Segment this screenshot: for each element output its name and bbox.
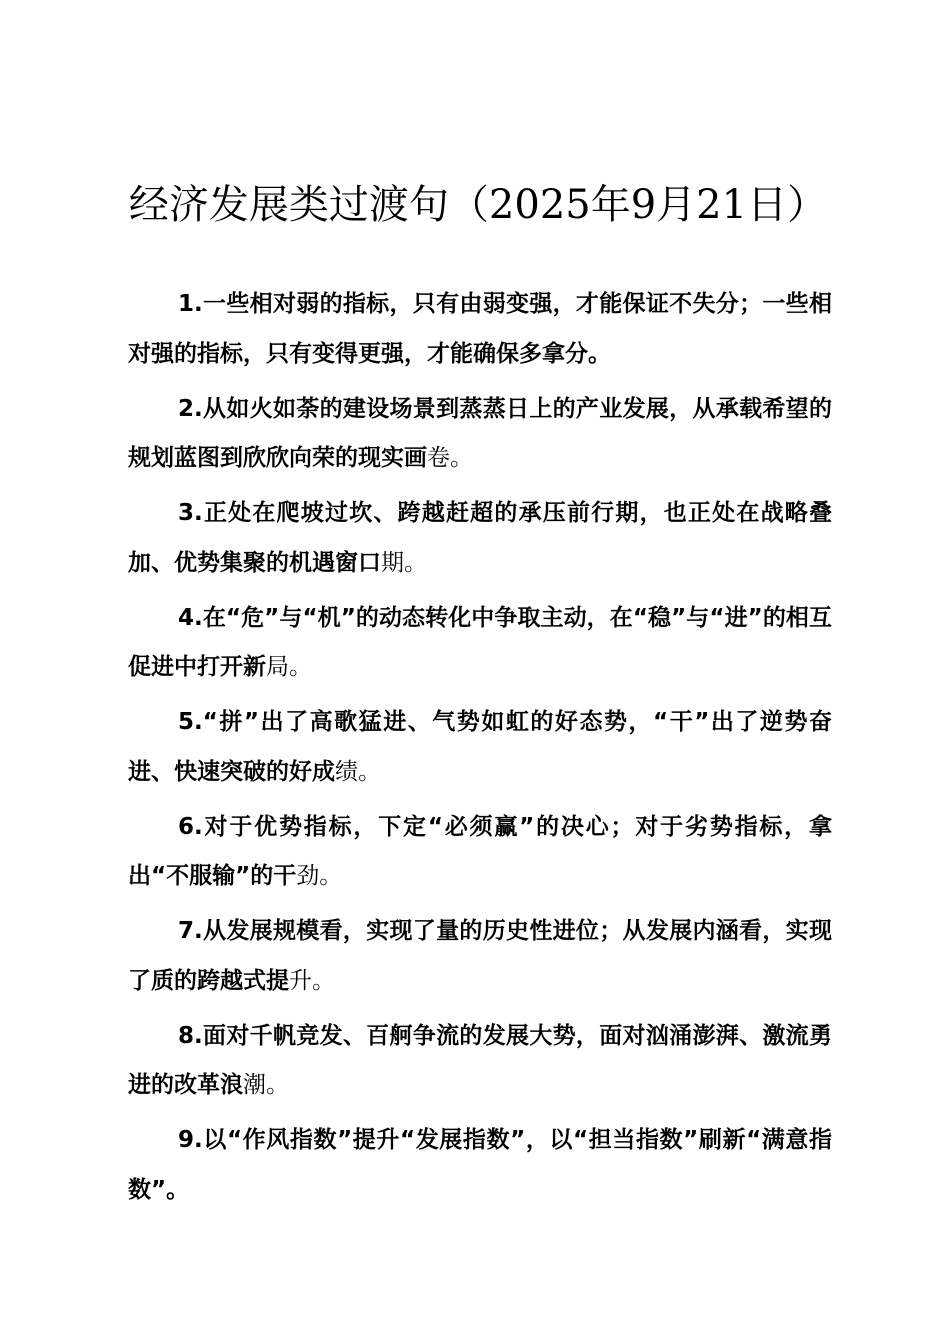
item-tail: 绩。 [335, 758, 381, 785]
list-item [128, 385, 832, 484]
list-item [128, 594, 832, 693]
item-text: 6.对于优势指标，下定“必须赢”的决心；对于劣势指标，拿出“不服输”的干 [128, 813, 832, 889]
item-text: 5.“拼”出了高歌猛进、气势如虹的好态势，“干”出了逆势奋进、快速突破的好成 [128, 709, 832, 785]
item-text: 1.一些相对弱的指标，只有由弱变强，才能保证不失分；一些相对强的指标，只有变得更强，才能确保多拿分。 [128, 291, 832, 367]
item-tail: 卷。 [427, 445, 473, 471]
list-item [128, 1012, 832, 1111]
item-text: 8.面对千帆竞发、百舸争流的发展大势，面对汹涌澎湃、激流勇进的改革浪 [128, 1022, 832, 1098]
item-tail: 期。 [381, 549, 427, 576]
item-tail: 潮。 [243, 1072, 289, 1098]
item-text: 2.从如火如荼的建设场景到蒸蒸日上的产业发展，从承载希望的规划蓝图到欣欣向荣的现实画 [128, 395, 832, 471]
item-tail: 升。 [289, 967, 335, 994]
sentence-list [128, 280, 832, 1221]
list-item [128, 698, 832, 797]
list-item [128, 1116, 832, 1215]
list-item [128, 803, 832, 902]
document-title: 经济发展类过渡句（2025年9月21日） [128, 182, 828, 228]
item-tail: 局。 [266, 654, 312, 680]
item-text: 9.以“作风指数”提升“发展指数”，以“担当指数”刷新“满意指数”。 [128, 1127, 832, 1203]
list-item [128, 489, 832, 588]
item-text: 7.从发展规模看，实现了量的历史性进位；从发展内涵看，实现了质的跨越式提 [128, 918, 832, 994]
list-item [128, 907, 832, 1006]
item-text: 4.在“危”与“机”的动态转化中争取主动，在“稳”与“进”的相互促进中打开新 [128, 604, 832, 680]
list-item [128, 280, 832, 379]
item-tail: 劲。 [296, 863, 343, 889]
item-text: 3.正处在爬坡过坎、跨越赶超的承压前行期，也正处在战略叠加、优势集聚的机遇窗口 [128, 500, 832, 576]
